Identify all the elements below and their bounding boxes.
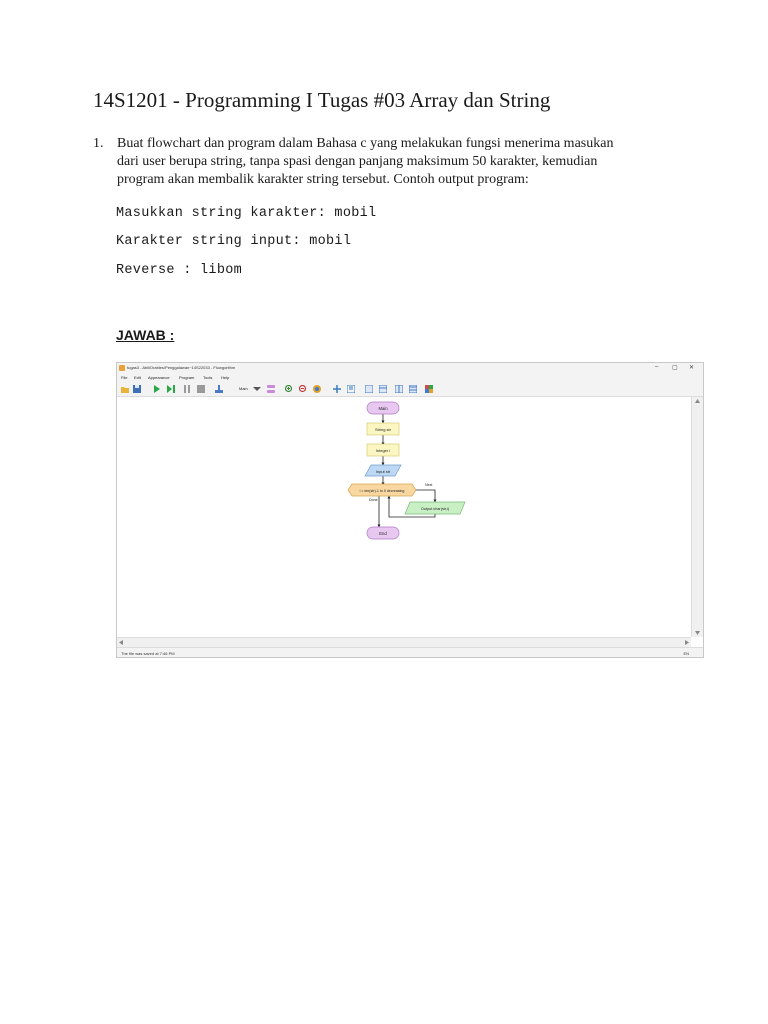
sample-output-line-3: Reverse : libom xyxy=(116,263,243,278)
terminal-main-label: Main xyxy=(378,406,388,411)
question-line-1: Buat flowchart dan program dalam Bahasa c yang melakukan fungsi menerima masukan xyxy=(117,136,614,151)
close-icon[interactable]: ✕ xyxy=(689,365,695,371)
for-loop-label: i = len(str)-1 to 0 decreasing xyxy=(359,489,405,493)
stop-icon[interactable] xyxy=(197,385,205,393)
sample-output-line-2: Karakter string input: mobil xyxy=(116,234,352,249)
flow-output xyxy=(405,502,465,514)
status-bar xyxy=(117,647,703,658)
window-titlebar xyxy=(117,363,703,373)
output-label: Output char(str,i) xyxy=(420,507,450,511)
scroll-left-icon[interactable] xyxy=(119,640,123,645)
menu-help[interactable]: Help xyxy=(221,375,230,380)
menu-tools[interactable]: Tools xyxy=(203,375,213,380)
flow-loop xyxy=(348,484,416,496)
scroll-down-icon[interactable] xyxy=(695,631,700,635)
status-language: EN xyxy=(683,651,689,656)
flow-main xyxy=(367,402,399,414)
maximize-icon[interactable]: ▢ xyxy=(672,365,678,371)
menu-edit[interactable]: Edit xyxy=(134,375,141,380)
status-text: The file was saved at 7:46 PM xyxy=(121,651,175,656)
menu-program[interactable]: Program xyxy=(179,375,195,380)
function-selector[interactable]: Main xyxy=(239,386,248,391)
run-icon[interactable] xyxy=(153,385,161,393)
sample-output-line-1: Masukkan string karakter: mobil xyxy=(116,206,377,221)
layout-icon-4[interactable] xyxy=(409,385,417,393)
flowgorithm-screenshot xyxy=(116,362,704,658)
input-label: Input str xyxy=(375,469,391,474)
window-title: tugas3 - AbiliOrables/Penggalawan~14S22033 - Flowgorithm xyxy=(127,365,236,370)
chrome-icon[interactable] xyxy=(313,385,321,393)
minimize-icon[interactable]: – xyxy=(655,364,659,370)
scroll-right-icon[interactable] xyxy=(685,640,689,645)
question-number: 1. xyxy=(93,136,104,151)
layout-icon-1[interactable] xyxy=(365,385,373,393)
scroll-up-icon[interactable] xyxy=(695,399,700,403)
declare-integer-label: Integer i xyxy=(375,448,391,453)
layout-icon-2[interactable] xyxy=(379,385,387,393)
source-code-icon[interactable] xyxy=(347,385,355,393)
chevron-down-icon[interactable] xyxy=(253,385,261,393)
vertical-scrollbar[interactable] xyxy=(691,397,703,637)
flow-end xyxy=(367,527,399,539)
save-icon[interactable] xyxy=(133,385,141,393)
question-line-2: dari user berupa string, tanpa spasi dengan panjang maksimum 50 karakter, kemudian xyxy=(117,154,598,169)
question-line-3: program akan membalik karakter string tersebut. Contoh output program: xyxy=(117,172,529,187)
horizontal-scrollbar[interactable] xyxy=(117,637,691,647)
functions-icon[interactable] xyxy=(267,385,275,393)
app-icon xyxy=(119,365,125,371)
zoom-out-icon[interactable] xyxy=(299,385,307,393)
flow-declare-string xyxy=(367,423,399,435)
declare-string-label: String str xyxy=(374,427,392,432)
menu-appearance[interactable]: Appearance xyxy=(148,375,170,380)
menubar xyxy=(117,373,703,382)
page-title: 14S1201 - Programming I Tugas #03 Array dan String xyxy=(93,88,551,112)
flowchart xyxy=(117,397,691,637)
layout-icon-3[interactable] xyxy=(395,385,403,393)
flowchart-canvas[interactable] xyxy=(117,397,691,637)
zoom-in-icon[interactable] xyxy=(285,385,293,393)
terminal-end-label: End xyxy=(379,531,387,536)
speed-icon[interactable] xyxy=(215,385,223,393)
open-folder-icon[interactable] xyxy=(121,385,129,393)
step-icon[interactable] xyxy=(167,385,175,393)
answer-heading: JAWAB : xyxy=(116,327,175,343)
toolbar xyxy=(117,382,703,397)
flow-input xyxy=(365,465,401,476)
done-label: Done xyxy=(369,498,378,502)
variable-watch-icon[interactable] xyxy=(333,385,341,393)
menu-file[interactable]: File xyxy=(121,375,128,380)
flow-declare-integer xyxy=(367,444,399,456)
pause-icon[interactable] xyxy=(183,385,191,393)
chart-icon[interactable] xyxy=(425,385,433,393)
next-label: Next xyxy=(425,483,433,487)
